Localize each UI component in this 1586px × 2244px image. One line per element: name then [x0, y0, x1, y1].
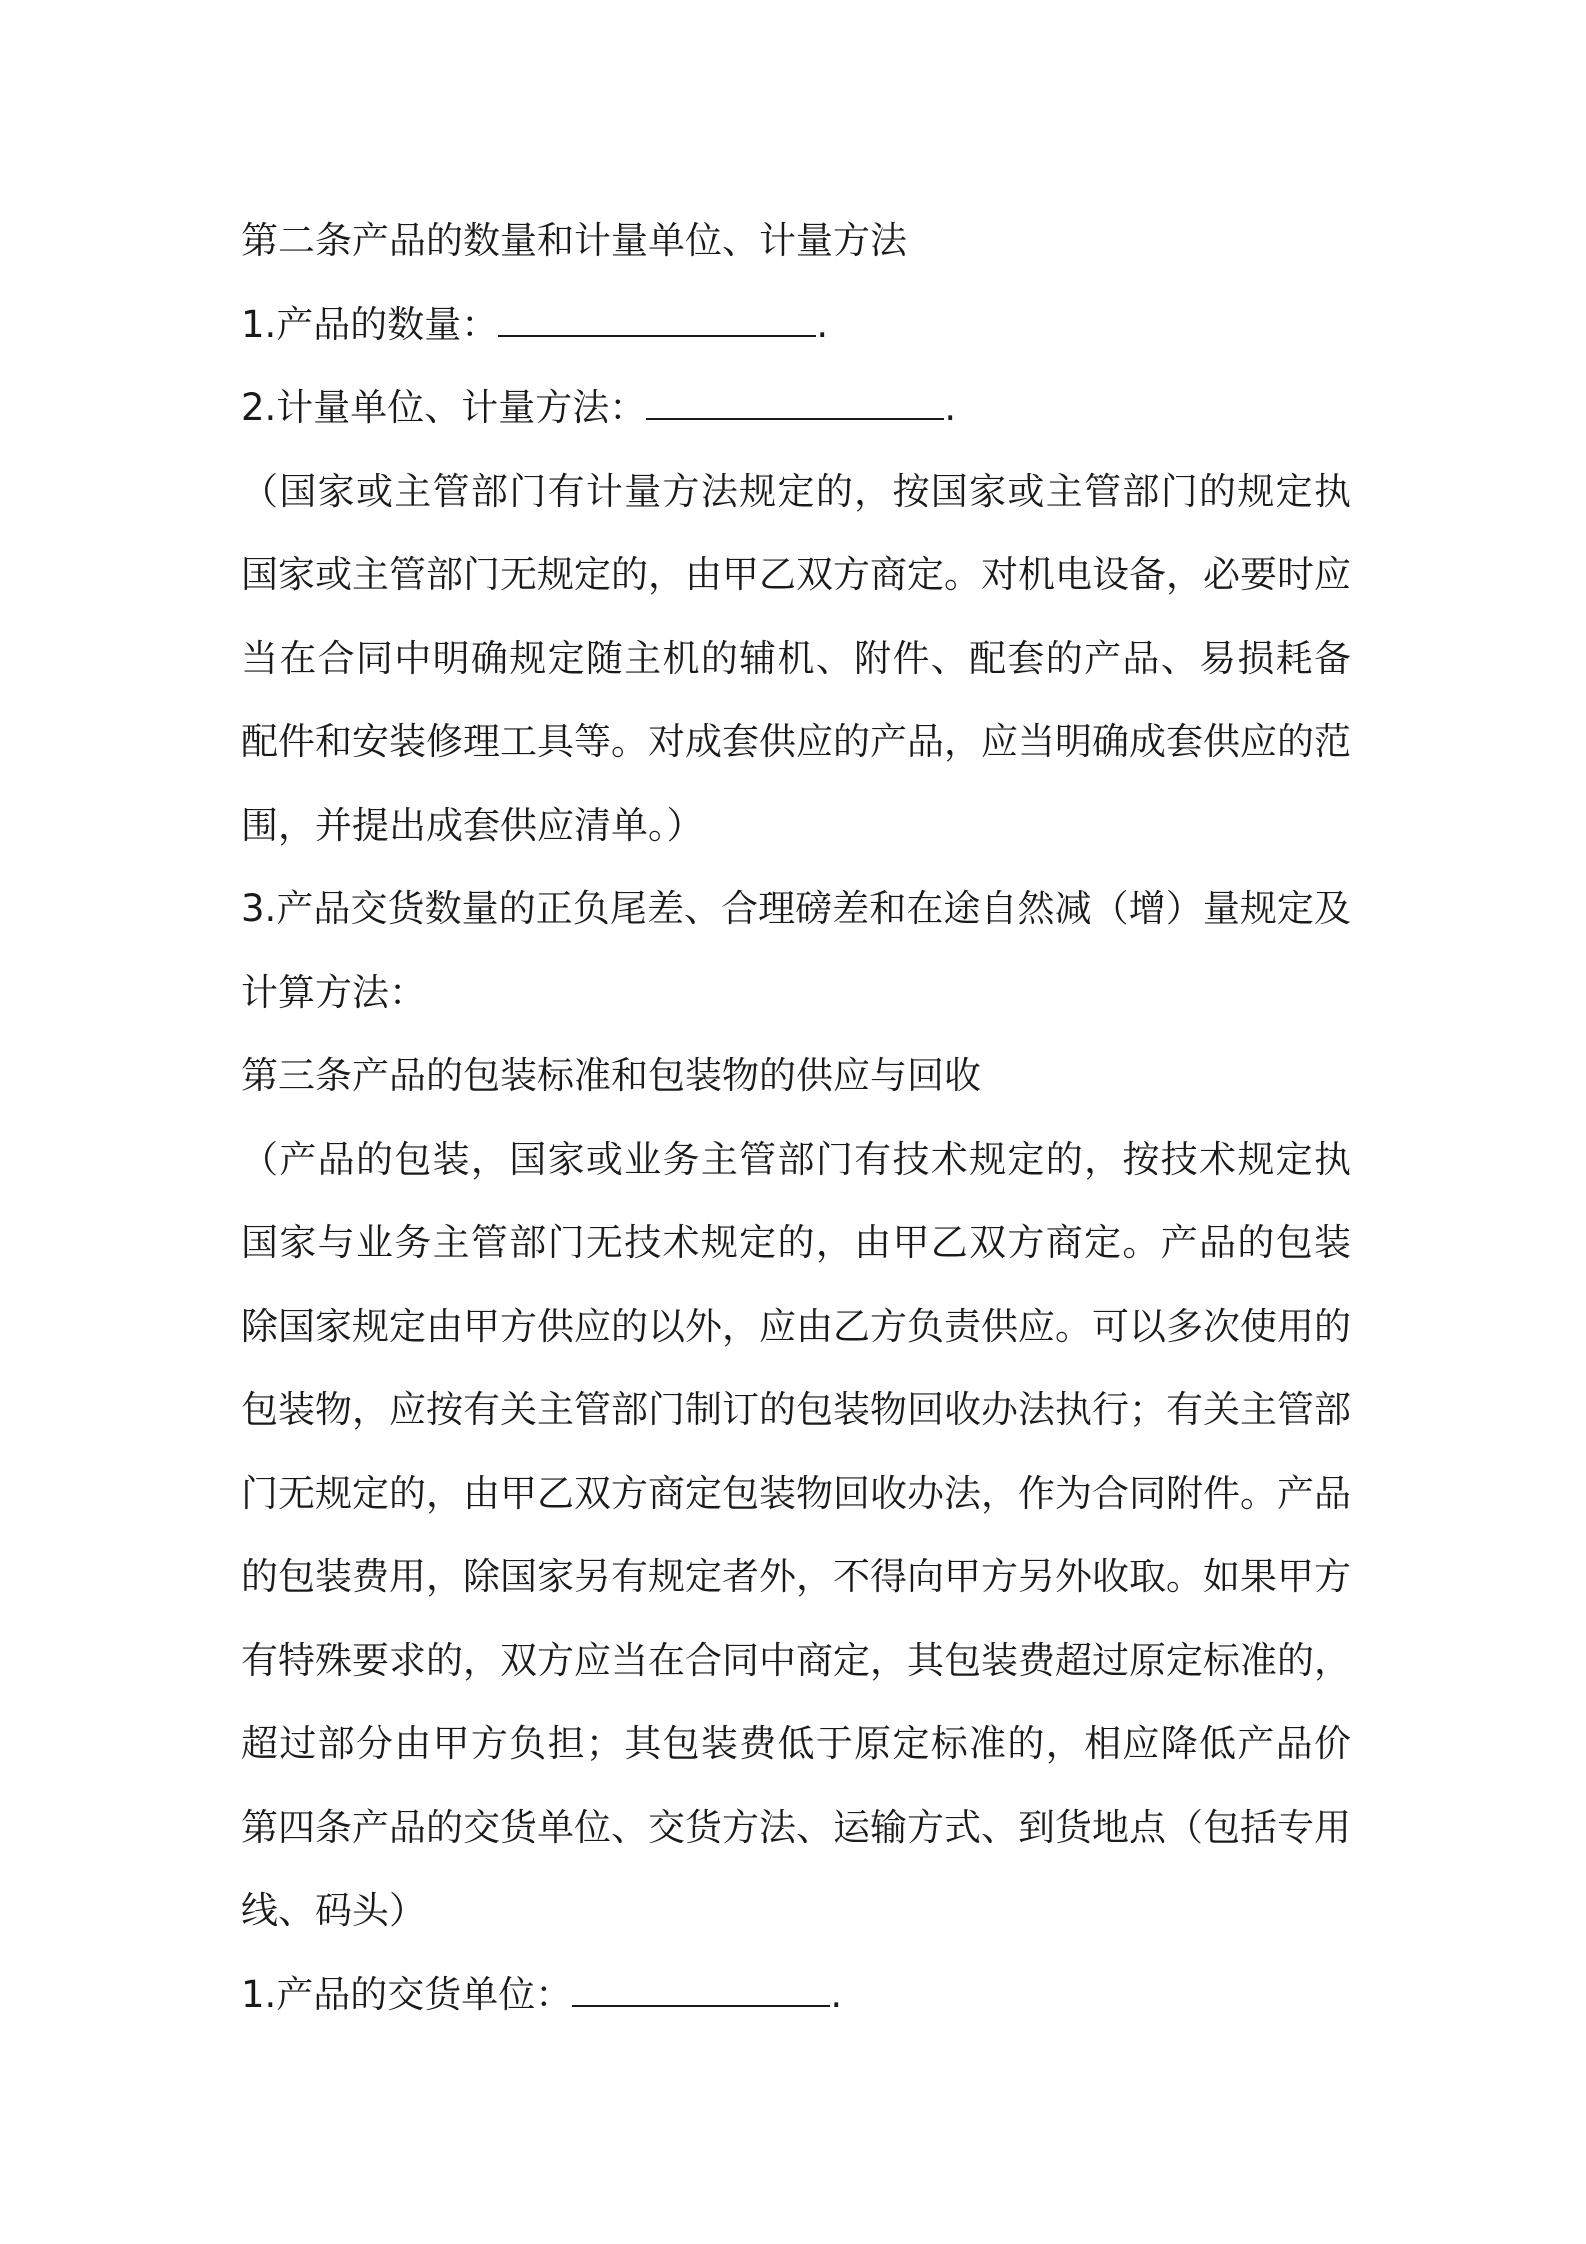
paragraph-line: 有特殊要求的，双方应当在合同中商定，其包装费超过原定标准的， — [241, 1638, 1351, 1682]
delivery-unit-blank-field[interactable] — [572, 1967, 830, 2007]
article-2-heading: 第二条产品的数量和计量单位、计量方法 — [241, 219, 907, 262]
unit-method-blank-field[interactable] — [646, 380, 944, 420]
paragraph-line: 包装物，应按有关主管部门制订的包装物回收办法执行；有关主管部 — [241, 1388, 1351, 1431]
paragraph-line: （国家或主管部门有计量方法规定的，按国家或主管部门的规定执 — [241, 469, 1351, 513]
paragraph-line: 门无规定的，由甲乙双方商定包装物回收办法，作为合同附件。产品 — [241, 1471, 1351, 1515]
item-2-2-unit-method — [241, 366, 1351, 450]
paragraph-line: 线、码头） — [241, 1889, 426, 1932]
paragraph-line: 国家与业务主管部门无技术规定的，由甲乙双方商定。产品的包装 — [241, 1221, 1351, 1264]
item-end-period: . — [830, 1972, 843, 2016]
paragraph-line: 除国家规定由甲方供应的以外，应由乙方负责供应。可以多次使用的 — [241, 1304, 1351, 1348]
item-label: 2.计量单位、计量方法： — [241, 386, 647, 429]
paragraph-line: 计算方法： — [241, 970, 426, 1014]
item-label: 1.产品的交货单位： — [241, 1972, 573, 2016]
article-4-heading: 第四条产品的交货单位、交货方法、运输方式、到货地点（包括专用 — [241, 1805, 1351, 1849]
document-body — [241, 199, 1351, 2036]
item-label: 1.产品的数量： — [241, 302, 499, 346]
paragraph-line: （产品的包装，国家或业务主管部门有技术规定的，按技术规定执 — [241, 1137, 1351, 1181]
item-4-1-delivery-unit — [241, 1953, 1351, 2037]
quantity-blank-field[interactable] — [498, 297, 816, 337]
paragraph-line: 当在合同中明确规定随主机的辅机、附件、配套的产品、易损耗备 — [241, 636, 1351, 680]
item-end-period: . — [944, 386, 957, 429]
item-2-1-quantity — [241, 283, 1351, 367]
paragraph-line: 围，并提出成套供应清单。） — [241, 803, 704, 847]
item-end-period: . — [816, 302, 829, 346]
article-3-heading: 第三条产品的包装标准和包装物的供应与回收 — [241, 1054, 981, 1097]
item-2-3-tolerance: 3.产品交货数量的正负尾差、合理磅差和在途自然减（增）量规定及 — [241, 887, 1351, 930]
paragraph-line: 超过部分由甲方负担；其包装费低于原定标准的，相应降低产品价 — [241, 1722, 1351, 1765]
paragraph-line: 配件和安装修理工具等。对成套供应的产品，应当明确成套供应的范 — [241, 720, 1351, 763]
paragraph-line: 的包装费用，除国家另有规定者外，不得向甲方另外收取。如果甲方 — [241, 1555, 1351, 1598]
paragraph-line: 国家或主管部门无规定的，由甲乙双方商定。对机电设备，必要时应 — [241, 553, 1351, 596]
